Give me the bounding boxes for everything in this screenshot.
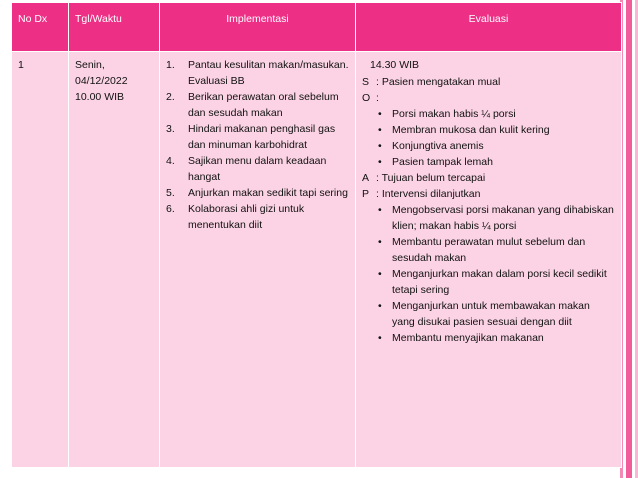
item-text: Kolaborasi ahli gizi untuk menentukan diit	[188, 203, 305, 231]
implementasi-list	[166, 57, 349, 233]
bullet-icon: •	[378, 268, 382, 280]
header-no-dx: No Dx	[12, 3, 69, 52]
stripe-thick	[626, 0, 632, 478]
list-item	[362, 138, 615, 154]
item-number: 6.	[166, 203, 175, 215]
cell-date	[69, 52, 160, 468]
item-text: Hindari makanan penghasil gas dan minuman karbohidrat	[188, 123, 336, 151]
list-item	[362, 154, 615, 170]
header-evaluasi: Evaluasi	[356, 3, 622, 52]
date-line-time: 10.00 WIB	[75, 91, 125, 103]
list-item	[166, 201, 349, 233]
item-number: 1.	[166, 59, 175, 71]
item-text: Sajikan menu dalam keadaan hangat	[188, 155, 327, 183]
soap-label: S	[362, 76, 370, 88]
soap-text: :	[376, 92, 379, 104]
list-item	[362, 106, 615, 122]
item-text: Membantu menyajikan makanan	[392, 332, 544, 344]
evaluasi-time: 14.30 WIB	[370, 59, 420, 71]
cell-evaluasi	[356, 52, 622, 468]
soap-subjective	[362, 74, 615, 90]
bullet-icon: •	[378, 140, 382, 152]
soap-text: : Intervensi dilanjutkan	[376, 188, 481, 200]
item-text: Mengobservasi porsi makanan yang dihabiskan klien; makan habis ¼ porsi	[392, 204, 614, 232]
date-line-date: 04/12/2022	[75, 75, 128, 87]
soap-assessment	[362, 170, 615, 186]
list-item	[166, 185, 349, 201]
item-text: Pantau kesulitan makan/masukan. Evaluasi BB	[188, 59, 349, 87]
item-text: Berikan perawatan oral sebelum dan sesudah makan	[188, 91, 339, 119]
item-text: Konjungtiva anemis	[392, 140, 484, 152]
list-item	[362, 122, 615, 138]
soap-text: : Pasien mengatakan mual	[376, 76, 501, 88]
soap-objective	[362, 90, 615, 106]
header-implementasi: Implementasi	[160, 3, 356, 52]
bullet-icon: •	[378, 332, 382, 344]
item-text: Membantu perawatan mulut sebelum dan sesudah makan	[392, 236, 586, 264]
item-number: 3.	[166, 123, 175, 135]
item-number: 2.	[166, 91, 175, 103]
item-text: Porsi makan habis ¼ porsi	[392, 108, 516, 120]
cell-no-dx	[12, 52, 69, 468]
soap-label: P	[362, 188, 370, 200]
list-item	[166, 121, 349, 153]
soap-text: : Tujuan belum tercapai	[376, 172, 486, 184]
item-number: 5.	[166, 187, 175, 199]
item-text: Menganjurkan makan dalam porsi kecil sedikit tetapi sering	[392, 268, 607, 296]
bullet-icon: •	[378, 124, 382, 136]
list-item	[362, 330, 615, 346]
nursing-care-table	[11, 2, 622, 468]
bullet-icon: •	[378, 108, 382, 120]
list-item	[362, 266, 615, 298]
bullet-icon: •	[378, 236, 382, 248]
item-number: 4.	[166, 155, 175, 167]
list-item	[166, 89, 349, 121]
date-line-day: Senin,	[75, 59, 105, 71]
table-row	[12, 52, 622, 468]
list-item	[166, 57, 349, 89]
list-item	[362, 298, 615, 330]
no-dx-value: 1	[18, 59, 24, 71]
header-tgl-waktu: Tgl/Waktu	[69, 3, 160, 52]
bullet-icon: •	[378, 300, 382, 312]
item-text: Menganjurkan untuk membawakan makan yang disukai pasien sesuai dengan diit	[392, 300, 590, 328]
item-text: Anjurkan makan sedikit tapi sering	[188, 187, 348, 199]
plan-list	[362, 202, 615, 346]
list-item	[166, 153, 349, 185]
header-row	[12, 3, 622, 52]
soap-label: O	[362, 92, 371, 104]
bullet-icon: •	[378, 156, 382, 168]
objective-list	[362, 106, 615, 170]
decorative-stripes	[620, 0, 638, 478]
item-text: Pasien tampak lemah	[392, 156, 493, 168]
item-text: Membran mukosa dan kulit kering	[392, 124, 550, 136]
bullet-icon: •	[378, 204, 382, 216]
list-item	[362, 202, 615, 234]
list-item	[362, 234, 615, 266]
cell-implementasi	[160, 52, 356, 468]
soap-label: A	[362, 172, 370, 184]
soap-plan	[362, 186, 615, 202]
